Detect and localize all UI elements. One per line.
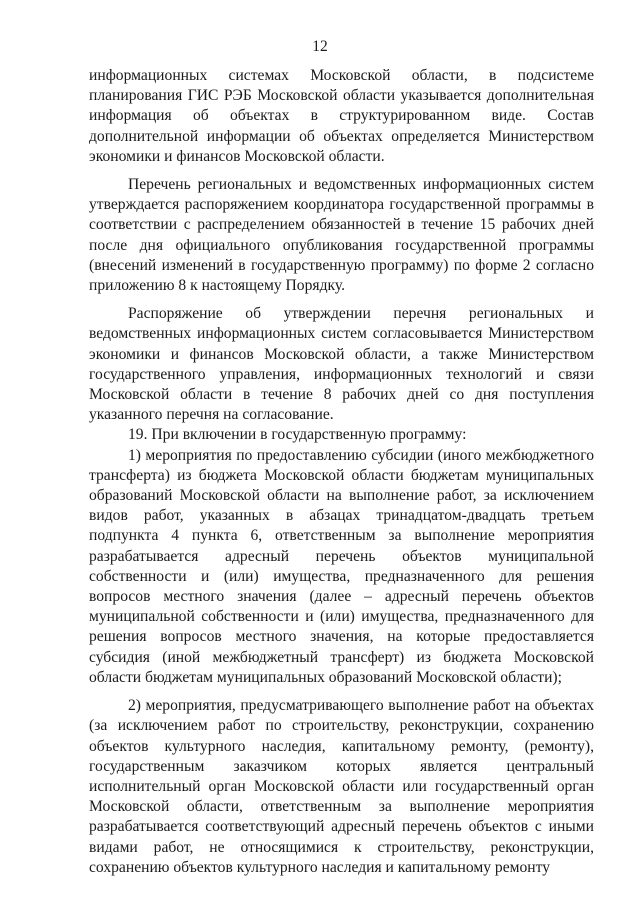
paragraph-systems-list: Перечень региональных и ведомственных информационных систем утверждается распоряжением координатора государственной программы в соответствии с распределением обязанностей в течение 15 рабочих дней после дня официального опубликования государственной программы (внесений изменений в государственную программу) по форме 2 согласно приложению 8 к настоящему Порядку. (89, 176, 594, 295)
paragraph-approval: Распоряжение об утверждении перечня региональных и ведомственных информационных систем согласовывается Министерством экономики и финансов Московской области, а также Министерством государственного управления, информационных технологий и связи Московской области в течение 8 рабочих дней со дня поступления указанного перечня на согласование. (89, 305, 594, 424)
paragraph-subitem-1: 1) мероприятия по предоставлению субсидии (иного межбюджетного трансферта) из бюджета Московской области бюджетам муниципальных образований Московской области на выполнение работ, за исключением видов работ, указанных в абзацах тринадцатом-двадцать третьем подпункта 4 пункта 6, ответственным за выполнение мероприятия разрабатывается адресный перечень объектов муниципальной собственности и (или) имущества, предназначенного для решения вопросов местного значения (далее – адресный перечень объектов муниципальной собственности и (или) имущества, предназначенного для решения вопросов местного значения, на которые предоставляется субсидия (иной межбюджетный трансферт) из бюджета Московской области бюджетам муниципальных образований Московской области); (89, 446, 594, 686)
document-body (89, 66, 594, 878)
paragraph-item-19: 19. При включении в государственную программу: (128, 426, 467, 444)
paragraph-subitem-2: 2) мероприятия, предусматривающего выполнение работ на объектах (за исключением работ по строительству, реконструкции, сохранению объектов культурного наследия, капитальному ремонту, (ремонту), государственным заказчиком которых является центральный исполнительный орган Московской области или государственный орган Московской области, ответственным за выполнение мероприятия разрабатывается соответствующий адресный перечень объектов с иными видами работ, не относящимися к строительству, реконструкции, сохранению объектов культурного наследия и капитальному ремонту (89, 697, 594, 876)
page-number: 12 (312, 38, 328, 55)
paragraph-continuation: информационных системах Московской области, в подсистеме планирования ГИС РЭБ Московской области указывается дополнительная информация об объектах в структурированном виде. Состав дополнительной информации об объектах определяется Министерством экономики и финансов Московской области. (89, 67, 594, 165)
